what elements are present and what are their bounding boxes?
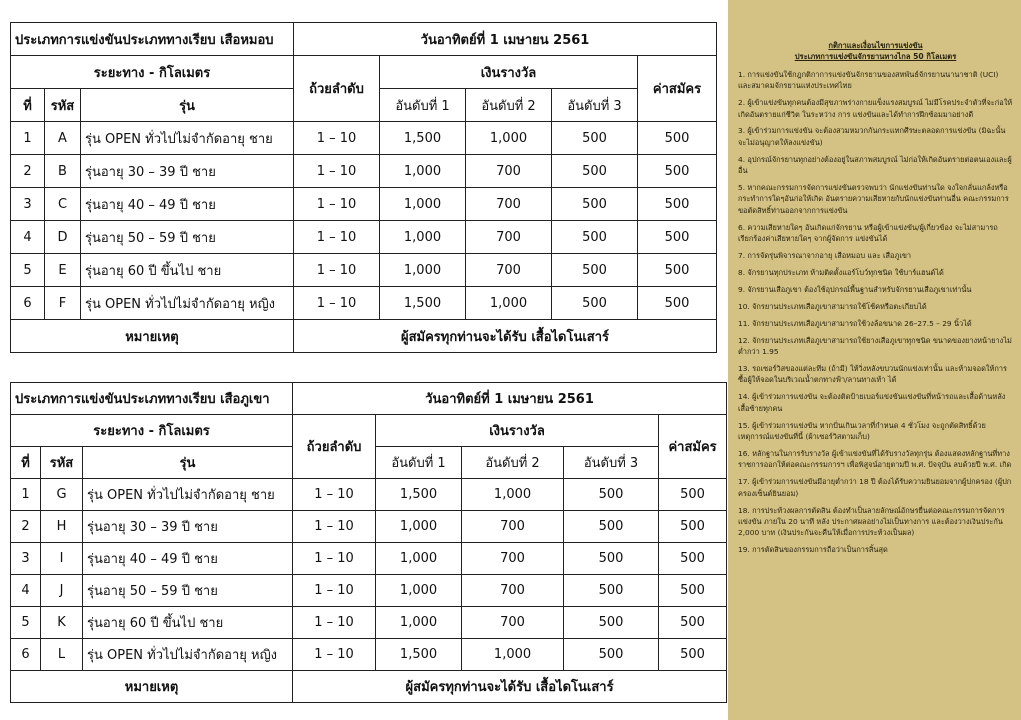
note-row [11,671,727,703]
row-fee: 500 [638,155,717,188]
rules-subtitle: ประเภทการแข่งขันจักรยานทางไกล 50 กิโลเมตร [794,52,957,62]
rule-item: 4. อุปกรณ์จักรยานทุกอย่างต้องอยู่ในสภาพสมบูรณ์ ไม่ก่อให้เกิดอันตรายต่อตนเองและผู้อื่น [738,154,1012,176]
row-trophy: 1 – 10 [293,575,376,607]
row-no: 2 [11,511,41,543]
row-prize-3: 500 [552,188,638,221]
col-class-header: รุ่น [81,89,294,122]
row-prize-2: 700 [466,188,552,221]
note-text: ผู้สมัครทุกท่านจะได้รับ เสื้อไดโนเสาร์ [294,320,717,353]
row-fee: 500 [638,122,717,155]
row-fee: 500 [638,254,717,287]
row-prize-1: 1,000 [380,155,466,188]
rule-item: 3. ผู้เข้าร่วมการแข่งขัน จะต้องสวมหมวกกันกระแทกศีรษะตลอดการแข่งขัน (มิฉะนั้นจะไม่อนุญาตให้ลงแข่งขัน) [738,126,1006,147]
rule-item: 7. การจัดรุ่นพิจารณาจากอายุ เสือหมอบ และ เสือภูเขา [738,251,912,261]
row-trophy: 1 – 10 [294,287,380,320]
rank3-header: อันดับที่ 3 [552,89,638,122]
row-prize-1: 1,500 [376,639,462,671]
row-fee: 500 [659,543,727,575]
rule-item: 17. ผู้เข้าร่วมการแข่งขันมีอายุต่ำกว่า 18 ปี ต้องได้รับความยินยอมจากผู้ปกครอง (ผู้ปกครองเซ็นต์ยินยอม) [738,477,1012,498]
row-fee: 500 [638,188,717,221]
row-class: รุ่นอายุ 60 ปี ขึ้นไป ชาย [81,254,294,287]
row-prize-3: 500 [564,639,659,671]
row-no: 4 [11,221,45,254]
fee-header: ค่าสมัคร [659,415,727,479]
rule-item: 13. รถเซอร์วิสของแต่ละทีม (ถ้ามี) ให้วิ่งหลังขบวนนักแข่งเท่านั้น และห้ามจอดให้การซื้อผู้ให้จอดในบริเวณน้ำตกทางฟ้า/ลานทางเท้า ได้ [738,363,1007,385]
col-no-header: ที่ [11,89,45,122]
row-trophy: 1 – 10 [294,254,380,287]
distance-label: ระยะทาง - กิโลเมตร [11,56,294,89]
row-class: รุ่น OPEN ทั่วไปไม่จำกัดอายุ หญิง [81,287,294,320]
row-no: 5 [11,254,45,287]
row-prize-2: 700 [462,543,564,575]
row-prize-1: 1,000 [376,511,462,543]
rank2-header: อันดับที่ 2 [466,89,552,122]
table-row [11,287,717,320]
table-header-row [11,56,717,89]
row-prize-1: 1,500 [380,287,466,320]
row-prize-2: 700 [466,155,552,188]
row-no: 1 [11,479,41,511]
row-trophy: 1 – 10 [294,155,380,188]
row-no: 3 [11,543,41,575]
rank3-header: อันดับที่ 3 [564,447,659,479]
note-row [11,320,717,353]
fee-header: ค่าสมัคร [638,56,717,122]
row-trophy: 1 – 10 [293,543,376,575]
rule-item: 10. จักรยานประเภทเสือภูเขาสามารถใช้โช้คหรือตะเกียบได้ [738,301,927,311]
table-heading-row [11,23,717,56]
rule-item: 11. จักรยานประเภทเสือภูเขาสามารถใช้วงล้อขนาด 26–27.5 – 29 นิ้วได้ [738,318,972,328]
rule-item: 9. จักรยานเสือภูเขา ต้องใช้อุปกรณ์พื้นฐานสำหรับจักรยานเสือภูเขาเท่านั้น [738,284,972,294]
table-row [11,511,727,543]
row-code: H [41,511,83,543]
rule-item: 18. การประท้วงผลการตัดสิน ต้องทำเป็นลายลักษณ์อักษรยื่นต่อคณะกรรมการจัดการแข่งขัน ภายใน 20 นาที หลัง ประกาศผลอย่างไม่เป็นทางการ และต้องวางเงินประกัน 2,000 บาท (เงินประกันจะคืนให้เมื่อการประท้วงเป็นผล) [738,505,1005,538]
col-class-header: รุ่น [83,447,293,479]
table-row [11,639,727,671]
row-trophy: 1 – 10 [293,479,376,511]
row-trophy: 1 – 10 [294,221,380,254]
distance-label: ระยะทาง - กิโลเมตร [11,415,293,447]
rule-item: 14. ผู้เข้าร่วมการแข่งขัน จะต้องติดป้ายเบอร์แข่งขันแข่งขันที่หน้ารถและเสื้อด้านหลังเสื้อซ้ายทุกคน [738,392,1006,413]
row-fee: 500 [659,511,727,543]
table-header-row [11,415,727,447]
table-row [11,607,727,639]
row-code: G [41,479,83,511]
rule-item: 6. ความเสียหายใดๆ อันเกิดแก่จักรยาน หรือผู้เข้าแข่งขัน/ผู้เกี่ยวข้อง จะไม่สามารถเรียกร้องค่าเสียหายใดๆ จากผู้จัดการ แข่งขันได้ [738,222,998,244]
row-trophy: 1 – 10 [293,511,376,543]
rule-item: 16. หลักฐานในการรับรางวัล ผู้เข้าแข่งขันที่ได้รับรางวัลทุกรุ่น ต้องแสดงหลักฐานที่ทางราชการออกให้ต่อคณะกรรมการฯ เพื่อพิสูจน์อายุตามปี พ.ศ. ปัจจุบัน ลบด้วยปี พ.ศ. เกิด [738,448,1012,470]
row-code: E [45,254,81,287]
row-trophy: 1 – 10 [294,122,380,155]
note-label: หมายเหตุ [11,320,294,353]
row-code: A [45,122,81,155]
row-class: รุ่นอายุ 40 – 49 ปี ชาย [81,188,294,221]
row-prize-1: 1,000 [376,575,462,607]
row-fee: 500 [659,479,727,511]
rank1-header: อันดับที่ 1 [380,89,466,122]
event-date: วันอาทิตย์ที่ 1 เมษายน 2561 [294,23,717,56]
row-prize-3: 500 [564,479,659,511]
row-prize-1: 1,000 [380,254,466,287]
rules-title: กติกาและเงื่อนไขการแข่งขัน [828,41,923,50]
row-prize-2: 1,000 [462,639,564,671]
row-prize-2: 1,000 [466,122,552,155]
row-trophy: 1 – 10 [293,639,376,671]
rank2-header: อันดับที่ 2 [462,447,564,479]
rule-item: 19. การตัดสินของกรรมการถือว่าเป็นการสิ้นสุด [738,545,888,555]
col-no-header: ที่ [11,447,41,479]
table-row [11,254,717,287]
event-date: วันอาทิตย์ที่ 1 เมษายน 2561 [293,383,727,415]
row-prize-2: 700 [466,221,552,254]
row-prize-3: 500 [552,254,638,287]
category-heading: ประเภทการแข่งขันประเภททางเรียบ เสือภูเขา [11,383,293,415]
row-no: 5 [11,607,41,639]
row-fee: 500 [659,639,727,671]
row-prize-1: 1,000 [380,188,466,221]
row-code: J [41,575,83,607]
table-row [11,155,717,188]
row-prize-1: 1,500 [376,479,462,511]
rule-item: 12. จักรยานประเภทเสือภูเขาสามารถใช้ยางเสือภูเขาทุกชนิด ขนาดของยางหน้ายางไม่ต่ำกว่า 1.95 [738,335,1012,357]
rule-item: 1. การแข่งขันใช้กฎกติกาการแข่งขันจักรยานของสหพันธ์จักรยานนานาชาติ (UCI) และสมาคมจักรยานแห่งประเทศไทย [738,69,999,91]
row-prize-2: 1,000 [462,479,564,511]
row-code: F [45,287,81,320]
row-no: 2 [11,155,45,188]
row-class: รุ่น OPEN ทั่วไปไม่จำกัดอายุ ชาย [83,479,293,511]
row-code: K [41,607,83,639]
table-heading-row [11,383,727,415]
rule-item: 5. หากคณะกรรมการจัดการแข่งขันตรวจพบว่า นักแข่งขันท่านใด จงใจกลั่นแกล้งหรือ กระทำการใดๆอันก่อให้เกิด อันตรายความเสียหายกับนักแข่งขันท่านอื่น คณะกรรมการขอตัดสิทธิ์ท่านออกจากการแข่งขัน [738,183,1009,215]
row-prize-2: 700 [462,511,564,543]
row-prize-2: 700 [466,254,552,287]
row-fee: 500 [659,607,727,639]
trophy-header: ถ้วยลำดับ [294,56,380,122]
col-code-header: รหัส [45,89,81,122]
rules-panel [728,0,1021,720]
row-code: B [45,155,81,188]
row-fee: 500 [638,287,717,320]
row-prize-1: 1,000 [380,221,466,254]
prize-header: เงินรางวัล [380,56,638,89]
row-prize-3: 500 [552,122,638,155]
rank1-header: อันดับที่ 1 [376,447,462,479]
row-prize-2: 700 [462,575,564,607]
road-bike-race-table [10,22,717,353]
row-class: รุ่นอายุ 60 ปี ขึ้นไป ชาย [83,607,293,639]
rules-list [738,69,1013,556]
row-code: C [45,188,81,221]
row-class: รุ่น OPEN ทั่วไปไม่จำกัดอายุ ชาย [81,122,294,155]
row-trophy: 1 – 10 [294,188,380,221]
row-code: L [41,639,83,671]
table-row [11,543,727,575]
row-prize-3: 500 [552,155,638,188]
rule-item: 8. จักรยานทุกประเภท ห้ามติดตั้งแอร์โบว์ทุกชนิด ใช้บาร์แฮนด์ได้ [738,268,944,277]
row-code: D [45,221,81,254]
row-trophy: 1 – 10 [293,607,376,639]
row-class: รุ่นอายุ 30 – 39 ปี ชาย [83,511,293,543]
row-prize-2: 700 [462,607,564,639]
row-class: รุ่นอายุ 40 – 49 ปี ชาย [83,543,293,575]
trophy-header: ถ้วยลำดับ [293,415,376,479]
note-label: หมายเหตุ [11,671,293,703]
row-no: 4 [11,575,41,607]
row-no: 6 [11,287,45,320]
row-prize-3: 500 [564,607,659,639]
row-fee: 500 [659,575,727,607]
row-prize-3: 500 [564,511,659,543]
row-prize-3: 500 [564,543,659,575]
row-prize-3: 500 [552,287,638,320]
row-class: รุ่นอายุ 50 – 59 ปี ชาย [81,221,294,254]
table-row [11,479,727,511]
note-text: ผู้สมัครทุกท่านจะได้รับ เสื้อไดโนเสาร์ [293,671,727,703]
table-row [11,575,727,607]
category-heading: ประเภทการแข่งขันประเภททางเรียบ เสือหมอบ [11,23,294,56]
rule-item: 2. ผู้เข้าแข่งขันทุกคนต้องมีสุขภาพร่างกายแข็งแรงสมบูรณ์ ไม่มีโรคประจำตัวที่จะก่อให้เกิดอันตรายแก่ชีวิต ในระหว่าง การ แข่งขันและได้ทำการฝึกซ้อมมาอย่างดี [738,98,1013,119]
row-class: รุ่นอายุ 50 – 59 ปี ชาย [83,575,293,607]
row-prize-1: 1,500 [380,122,466,155]
prize-header: เงินรางวัล [376,415,659,447]
row-class: รุ่น OPEN ทั่วไปไม่จำกัดอายุ หญิง [83,639,293,671]
row-no: 6 [11,639,41,671]
row-prize-1: 1,000 [376,607,462,639]
row-code: I [41,543,83,575]
mountain-bike-race-table [10,382,727,703]
table-row [11,122,717,155]
row-fee: 500 [638,221,717,254]
table-row [11,188,717,221]
row-no: 3 [11,188,45,221]
col-code-header: รหัส [41,447,83,479]
table-row [11,221,717,254]
row-class: รุ่นอายุ 30 – 39 ปี ชาย [81,155,294,188]
rule-item: 15. ผู้เข้าร่วมการแข่งขัน หากปั่นเกินเวลาที่กำหนด 4 ชั่วโมง จะถูกตัดสิทธิ์ด้วยเหตุการณ์แข่งขันที่นี้ (ผ้าเซอร์วิสตามเก็บ) [738,420,986,441]
row-prize-3: 500 [552,221,638,254]
row-prize-1: 1,000 [376,543,462,575]
row-no: 1 [11,122,45,155]
row-prize-2: 1,000 [466,287,552,320]
row-prize-3: 500 [564,575,659,607]
